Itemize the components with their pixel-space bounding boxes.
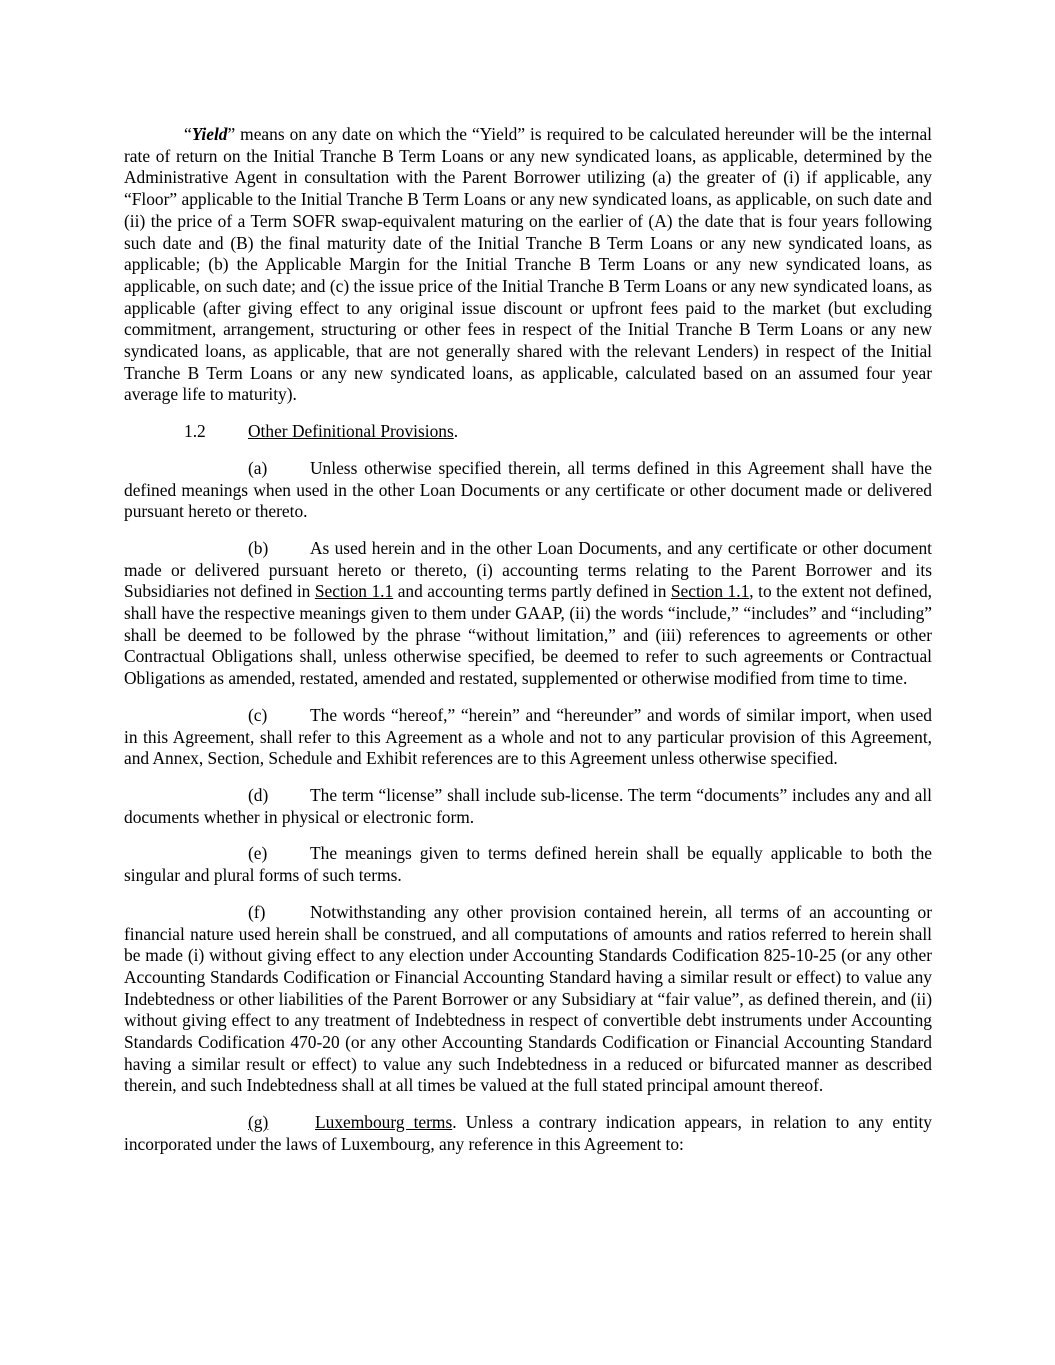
provision-g-label: (g): [248, 1112, 269, 1133]
provision-d-label: (d): [248, 784, 269, 805]
provision-b-text-1: As used herein and in the other Loan Documents, and any certificate or other document made or delivered pursuant hereto or thereto, (i) accounting terms relating to the Parent Borrower and its Subsidiaries not defined in: [124, 537, 932, 602]
provision-a-text: Unless otherwise specified therein, all terms defined in this Agreement shall have the defined meanings when used in the other Loan Documents or any certificate or other document made or delivered pursuant hereto or thereto.: [124, 457, 932, 522]
provision-c: [124, 705, 932, 770]
provision-c-text: The words “hereof,” “herein” and “hereunder” and words of similar import, when used in this Agreement, shall refer to this Agreement as a whole and not to any particular provision of this Agreement, and Annex, Section, Schedule and Exhibit references are to this Agreement unless otherwise specified.: [124, 704, 932, 769]
provision-f-label: (f): [248, 901, 266, 922]
provision-g: [124, 1112, 932, 1155]
open-quote: “: [184, 124, 192, 144]
provision-e-label: (e): [248, 843, 268, 864]
provision-b: [124, 538, 932, 690]
document-page: [124, 124, 932, 1156]
provision-b-text-2: and accounting terms partly defined in: [393, 581, 671, 602]
provision-g-title: Luxembourg terms: [315, 1112, 453, 1133]
provision-f: [124, 902, 932, 1097]
section-number: 1.2: [184, 421, 206, 442]
yield-definition-text: means on any date on which the “Yield” is required to be calculated hereunder will be the internal rate of return on the Initial Tranche B Term Loans or any new syndicated loans, as applicable, determined by the Administrative Agent in consultation with the Parent Borrower utilizing (a) the greater of (i) if applicable, any “Floor” applicable to the Initial Tranche B Term Loans or any new syndicated loans, as applicable, on such date and (ii) the price of a Term SOFR swap-equivalent maturing on the earlier of (A) the date that is four years following such date and (B) the final maturity date of the Initial Tranche B Term Loans or any new syndicated loans, as applicable; (b) the Applicable Margin for the Initial Tranche B Term Loans or any new syndicated loans, as applicable, on such date; and (c) the issue price of the Initial Tranche B Term Loans or any new syndicated loans, as applicable (after giving effect to any original issue discount or upfront fees paid to the market (but excluding commitment, arrangement, structuring or other fees in respect of the Initial Tranche B Term Loans or any new syndicated loans, as applicable, that are not generally shared with the relevant Lenders) in respect of the Initial Tranche B Term Loans or any new syndicated loans, as applicable, calculated based on an assumed four year average life to maturity).: [124, 124, 932, 405]
provision-a-label: (a): [248, 457, 268, 478]
section-reference-link: Section 1.1: [670, 581, 750, 602]
provision-b-text-3: , to the extent not defined, shall have the respective meanings given to them under GAAP, (ii) the words “include,” “includes” and “including” shall be deemed to be followed by the phrase “without limitation,” and (iii) references to agreements or other Contractual Obligations shall, unless otherwise specified, be deemed to refer to such agreements or Contractual Obligations as amended, restated, amended and restated, supplemented or otherwise modified from time to time.: [124, 581, 933, 689]
section-title-end: .: [453, 421, 459, 442]
provision-c-label: (c): [248, 704, 268, 725]
provision-d: [124, 785, 932, 828]
section-heading: [124, 421, 932, 443]
provision-f-text: Notwithstanding any other provision contained herein, all terms of an accounting or financial nature used herein shall be construed, and all computations of amounts and ratios referred to herein shall be made (i) without giving effect to any election under Accounting Standards Codification 825-10-25 (or any other Accounting Standards Codification or Financial Accounting Standard having a similar result or effect) to value any Indebtedness or other liabilities of the Parent Borrower or any Subsidiary at “fair value”, as defined therein, and (ii) without giving effect to any treatment of Indebtedness in respect of convertible debt instruments under Accounting Standards Codification 470-20 (or any other Accounting Standards Codification or Financial Accounting Standard having a similar result or effect) to value any such Indebtedness in a reduced or bifurcated manner as described therein, and such Indebtedness shall at all times be valued at the full stated principal amount thereof.: [124, 901, 932, 1096]
provision-b-label: (b): [248, 537, 269, 558]
defined-term-yield: Yield: [191, 124, 228, 144]
provision-a: [124, 458, 932, 523]
section-reference-link: Section 1.1: [314, 581, 394, 602]
yield-definition: [124, 124, 932, 406]
provision-d-text: The term “license” shall include sub-license. The term “documents” includes any and all documents whether in physical or electronic form.: [124, 784, 932, 827]
section-title: Other Definitional Provisions: [248, 421, 454, 442]
provision-e-text: The meanings given to terms defined herein shall be equally applicable to both the singular and plural forms of such terms.: [124, 843, 932, 886]
provision-g-text: . Unless a contrary indication appears, in relation to any entity incorporated under the laws of Luxembourg, any reference in this Agreement to:: [124, 1112, 932, 1154]
provision-e: [124, 843, 932, 886]
close-quote: ”: [227, 124, 236, 144]
